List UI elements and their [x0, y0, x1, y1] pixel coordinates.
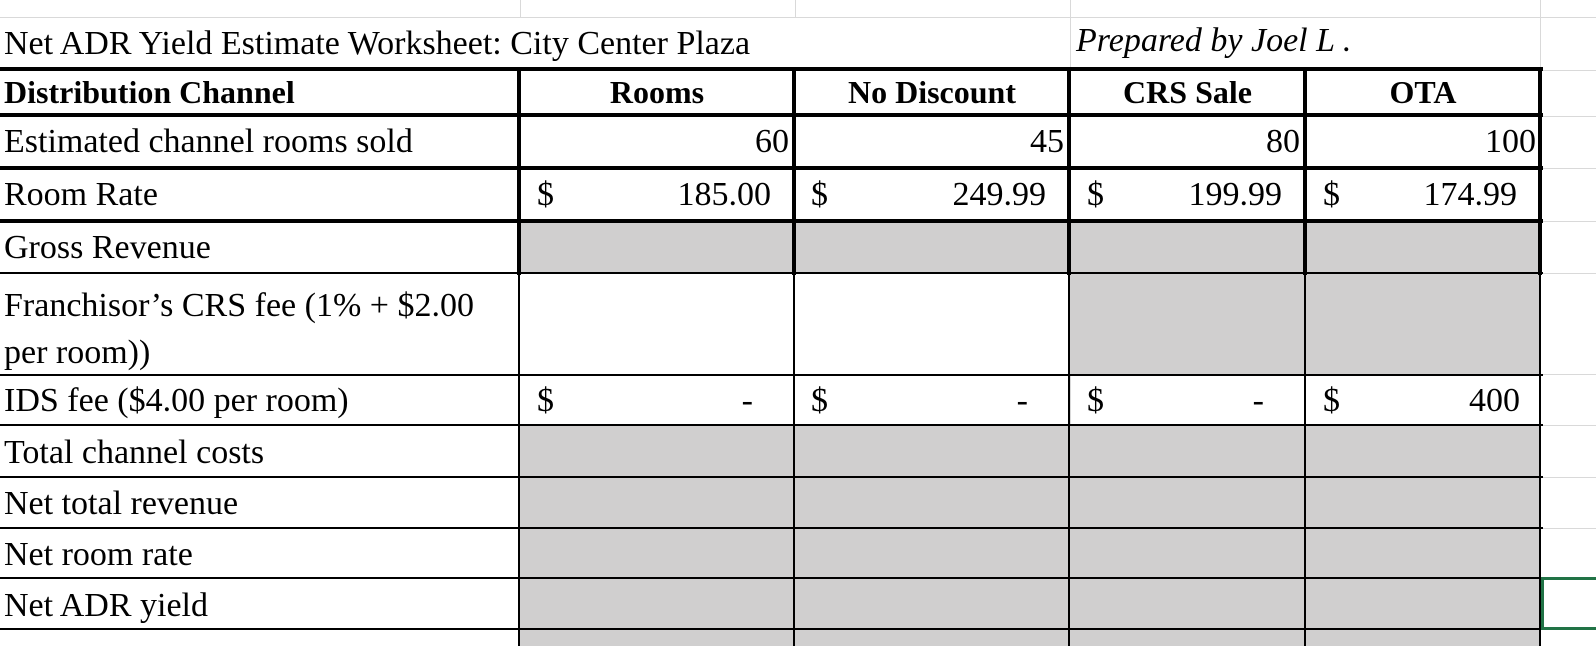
border-line	[0, 272, 1543, 274]
gridline	[1540, 116, 1596, 117]
cell-room-rate-rooms[interactable]: 185.00	[677, 176, 771, 213]
header-no-discount[interactable]: No Discount	[847, 74, 1016, 110]
currency-symbol: $	[1087, 382, 1104, 419]
border-line	[0, 113, 1543, 117]
worksheet-title[interactable]: Net ADR Yield Estimate Worksheet: City Center Plaza	[4, 25, 751, 62]
shaded-cell[interactable]	[520, 222, 1540, 273]
gridline	[520, 0, 521, 18]
currency-symbol: $	[1323, 176, 1340, 213]
prepared-by[interactable]: Prepared by Joel L .	[1076, 22, 1352, 59]
cell-rooms-sold-no-discount[interactable]: 45	[1030, 123, 1064, 160]
cell-ids-fee-crs-sale[interactable]: -	[1252, 382, 1264, 419]
row-label-net-room-rate[interactable]: Net room rate	[4, 536, 193, 573]
currency-symbol: $	[1087, 176, 1104, 213]
gridline	[1540, 221, 1596, 222]
border-line	[0, 219, 1543, 223]
row-label-net-adr-yield[interactable]: Net ADR yield	[4, 587, 208, 624]
cell-rooms-sold-crs-sale[interactable]: 80	[1266, 123, 1300, 160]
row-label-rooms-sold[interactable]: Estimated channel rooms sold	[4, 123, 413, 160]
cell-room-rate-ota[interactable]: 174.99	[1423, 176, 1517, 213]
border-line	[0, 67, 1543, 71]
gridline	[1540, 0, 1541, 70]
gridline	[0, 17, 1596, 18]
border-line	[0, 628, 1543, 630]
gridline	[1540, 273, 1596, 274]
active-cell-selection[interactable]	[1541, 577, 1596, 630]
currency-symbol: $	[811, 176, 828, 213]
currency-symbol: $	[537, 382, 554, 419]
border-line	[0, 527, 1543, 529]
border-line	[0, 424, 1543, 426]
currency-symbol: $	[811, 382, 828, 419]
row-label-room-rate[interactable]: Room Rate	[4, 176, 158, 213]
currency-symbol: $	[537, 176, 554, 213]
row-label-ids-fee[interactable]: IDS fee ($4.00 per room)	[4, 382, 349, 419]
gridline	[1540, 374, 1596, 375]
gridline	[1540, 70, 1596, 71]
gridline	[1540, 425, 1596, 426]
header-ota[interactable]: OTA	[1389, 74, 1457, 110]
border-line	[518, 274, 520, 646]
cell-room-rate-no-discount[interactable]: 249.99	[952, 176, 1046, 213]
row-label-gross-revenue[interactable]: Gross Revenue	[4, 229, 211, 266]
cell-rooms-sold-rooms[interactable]: 60	[755, 123, 789, 160]
cell-ids-fee-rooms[interactable]: -	[741, 382, 753, 419]
shaded-cell[interactable]	[520, 426, 1540, 646]
row-label-crs-fee-line1[interactable]: Franchisor’s CRS fee (1% + $2.00	[4, 287, 474, 324]
border-line	[0, 374, 1543, 376]
border-line	[1068, 274, 1070, 646]
row-label-net-total-revenue[interactable]: Net total revenue	[4, 485, 239, 522]
cell-rooms-sold-ota[interactable]: 100	[1485, 123, 1536, 160]
gridline	[795, 0, 796, 18]
border-line	[793, 274, 795, 646]
gridline	[1540, 168, 1596, 169]
gridline	[1540, 528, 1596, 529]
header-crs-sale[interactable]: CRS Sale	[1123, 74, 1252, 110]
header-distribution-channel[interactable]: Distribution Channel	[4, 74, 295, 110]
currency-symbol: $	[1323, 382, 1340, 419]
gridline	[1540, 477, 1596, 478]
header-rooms[interactable]: Rooms	[609, 74, 705, 110]
cell-room-rate-crs-sale[interactable]: 199.99	[1188, 176, 1282, 213]
cell-ids-fee-no-discount[interactable]: -	[1016, 382, 1028, 419]
border-line	[0, 476, 1543, 478]
row-label-total-channel-costs[interactable]: Total channel costs	[4, 434, 265, 471]
border-line	[0, 577, 1543, 579]
row-label-crs-fee-line2[interactable]: per room))	[4, 334, 151, 371]
border-line	[1304, 274, 1306, 646]
border-line	[0, 166, 1543, 170]
cell-ids-fee-ota[interactable]: 400	[1469, 382, 1520, 419]
